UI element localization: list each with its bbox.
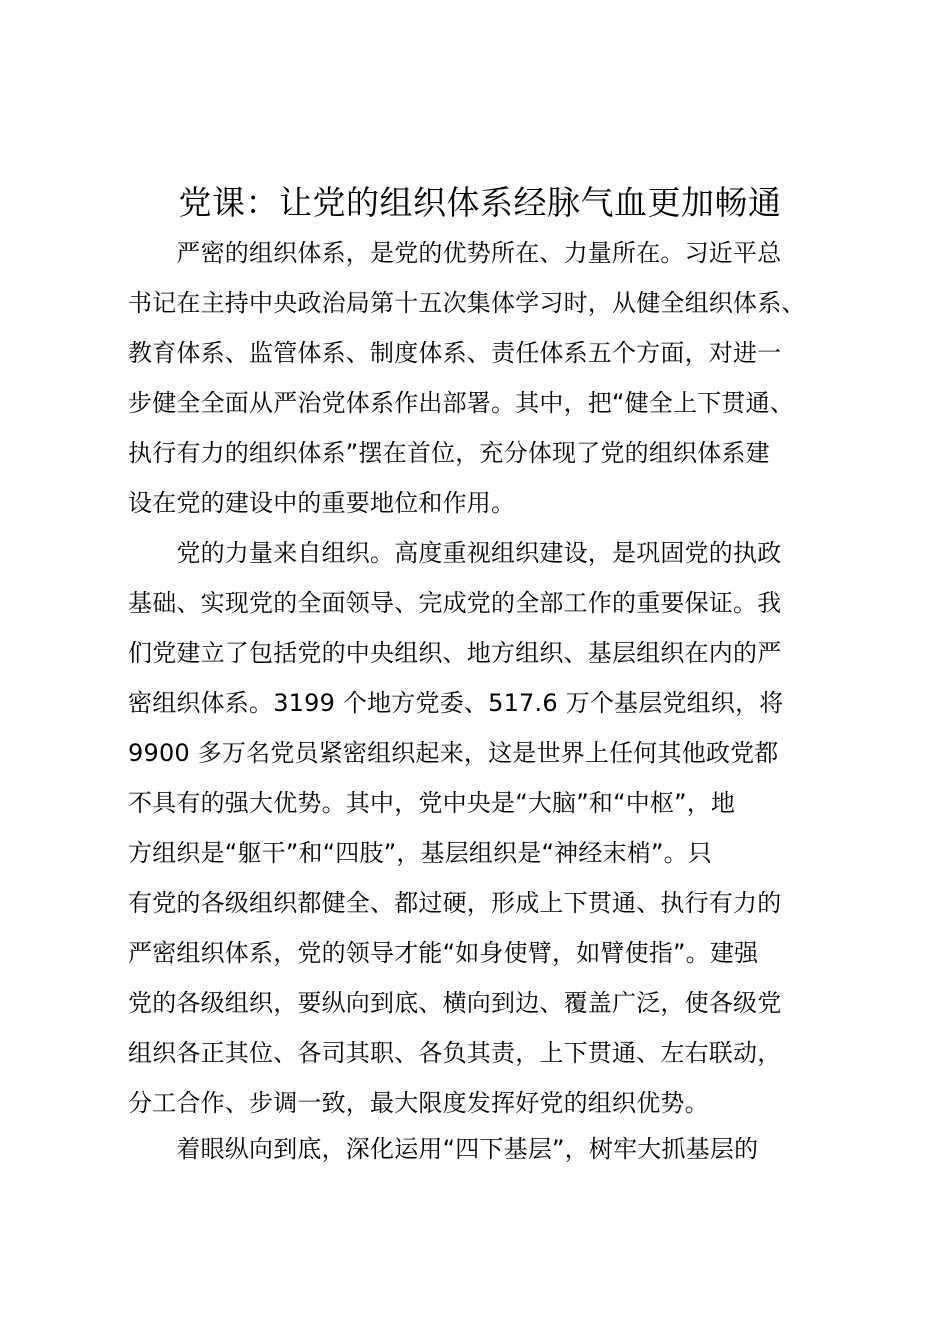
paragraph-line: 组织各正其位、各司其职、各负其责，上下贯通、左右联动， [128, 1039, 782, 1067]
paragraph-3 [128, 1124, 758, 1174]
paragraph-line: 严密的组织体系，是党的优势所在、力量所在。习近平总 [128, 239, 782, 267]
paragraph-line: 执行有力的组织体系”摆在首位，充分体现了党的组织体系建 [128, 439, 770, 467]
paragraph-line: 有党的各级组织都健全、都过硬，形成上下贯通、执行有力的 [128, 889, 782, 917]
paragraph-line: 书记在主持中央政治局第十五次集体学习时，从健全组织体系、 [128, 289, 806, 317]
paragraph-line: 密组织体系。3199 个地方党委、517.6 万个基层党组织，将 [128, 689, 784, 717]
paragraph-line: 党的各级组织，要纵向到底、横向到边、覆盖广泛，使各级党 [128, 989, 782, 1017]
paragraph-line: 着眼纵向到底，深化运用“四下基层”，树牢大抓基层的 [128, 1135, 759, 1163]
paragraph-line: 党的力量来自组织。高度重视组织建设，是巩固党的执政 [128, 539, 782, 567]
paragraph-line: 9900 多万名党员紧密组织起来，这是世界上任何其他政党都 [128, 739, 779, 767]
paragraph-line: 设在党的建设中的重要地位和作用。 [128, 489, 516, 517]
paragraph-line: 分工合作、步调一致，最大限度发挥好党的组织优势。 [128, 1089, 709, 1117]
paragraph-1 [128, 228, 806, 528]
paragraph-2 [128, 528, 783, 1128]
paragraph-line: 步健全全面从严治党体系作出部署。其中，把“健全上下贯通、 [128, 389, 795, 417]
paragraph-line: 方组织是“躯干”和“四肢”，基层组织是“神经末梢”。只 [128, 839, 712, 867]
paragraph-line: 严密组织体系，党的领导才能“如身使臂，如臂使指”。建强 [128, 939, 759, 967]
paragraph-line: 们党建立了包括党的中央组织、地方组织、基层组织在内的严 [128, 639, 782, 667]
paragraph-line: 基础、实现党的全面领导、完成党的全部工作的重要保证。我 [128, 589, 782, 617]
page-title: 党课：让党的组织体系经脉气血更加畅通 [178, 183, 782, 222]
paragraph-line: 不具有的强大优势。其中，党中央是“大脑”和“中枢”，地 [128, 789, 736, 817]
paragraph-line: 教育体系、监管体系、制度体系、责任体系五个方面，对进一 [128, 339, 782, 367]
